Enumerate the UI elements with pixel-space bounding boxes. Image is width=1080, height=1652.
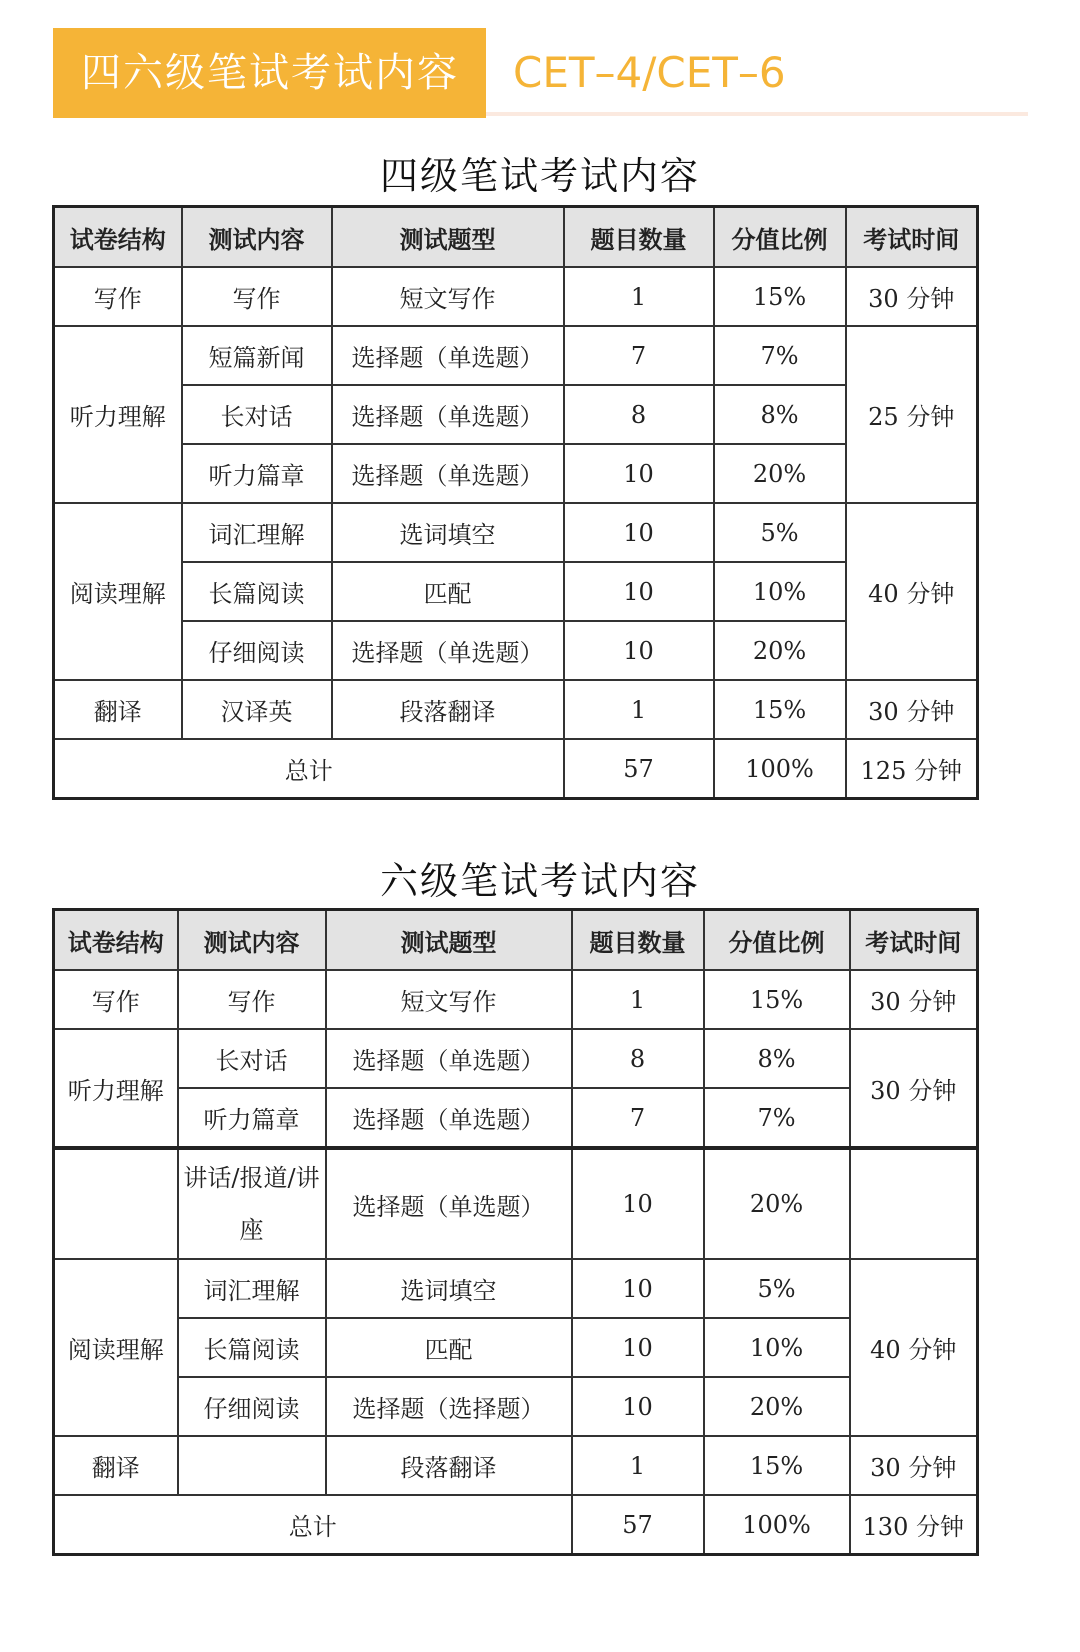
cell-content: 长篇阅读	[178, 1318, 326, 1377]
cell-count: 8	[564, 385, 714, 444]
cell-content	[178, 1436, 326, 1495]
cell-time: 40 分钟	[850, 1259, 978, 1436]
cell-section: 阅读理解	[54, 1259, 178, 1436]
cell-section	[54, 1148, 178, 1259]
cell-type: 选择题（单选题）	[326, 1088, 572, 1148]
table-row	[54, 444, 978, 503]
cell-type: 短文写作	[326, 970, 572, 1029]
cell-ratio: 20%	[714, 621, 846, 680]
cell-count: 1	[572, 970, 704, 1029]
table-header-row	[54, 910, 978, 971]
table-row	[54, 326, 978, 385]
cell-content: 写作	[178, 970, 326, 1029]
cell-content: 长对话	[178, 1029, 326, 1088]
table-row	[54, 970, 978, 1029]
cell-count: 1	[564, 680, 714, 739]
table-row	[54, 267, 978, 326]
cell-type: 选择题（单选题）	[326, 1029, 572, 1088]
cell-count: 8	[572, 1029, 704, 1088]
table-row	[54, 1029, 978, 1088]
table-row	[54, 1088, 978, 1148]
cell-section: 写作	[54, 267, 182, 326]
cell-type: 选词填空	[326, 1259, 572, 1318]
column-header: 考试时间	[850, 910, 978, 971]
cell-count: 1	[564, 267, 714, 326]
table-row	[54, 562, 978, 621]
cell-content: 仔细阅读	[182, 621, 332, 680]
total-time: 125 分钟	[846, 739, 978, 799]
cell-ratio: 8%	[714, 385, 846, 444]
cet6-title: 六级笔试考试内容	[379, 859, 700, 903]
cell-time: 30 分钟	[850, 1029, 978, 1148]
table-row	[54, 1318, 978, 1377]
total-row	[54, 739, 978, 799]
cell-content: 长篇阅读	[182, 562, 332, 621]
cell-count: 10	[572, 1377, 704, 1436]
column-header: 试卷结构	[54, 207, 182, 268]
cell-count: 7	[572, 1088, 704, 1148]
table-row	[54, 680, 978, 739]
cell-ratio: 10%	[714, 562, 846, 621]
cell-ratio: 15%	[704, 1436, 850, 1495]
column-header: 测试题型	[326, 910, 572, 971]
column-header: 测试题型	[332, 207, 564, 268]
cet4-table	[52, 205, 979, 800]
cell-count: 10	[572, 1148, 704, 1259]
cell-type: 匹配	[332, 562, 564, 621]
cell-time: 30 分钟	[846, 267, 978, 326]
cell-count: 10	[572, 1318, 704, 1377]
column-header: 分值比例	[704, 910, 850, 971]
cell-content: 讲话/报道/讲座	[178, 1148, 326, 1259]
cell-type: 选词填空	[332, 503, 564, 562]
cell-content: 写作	[182, 267, 332, 326]
column-header: 分值比例	[714, 207, 846, 268]
cell-time: 30 分钟	[846, 680, 978, 739]
table-row	[54, 503, 978, 562]
cet4-title: 四级笔试考试内容	[379, 154, 700, 198]
cet6-table	[52, 908, 979, 1556]
total-label: 总计	[54, 1495, 572, 1555]
total-row	[54, 1495, 978, 1555]
column-header: 考试时间	[846, 207, 978, 268]
header-english: CET–4/CET–6	[513, 48, 786, 97]
table-row	[54, 1377, 978, 1436]
cell-ratio: 15%	[704, 970, 850, 1029]
cell-ratio: 20%	[714, 444, 846, 503]
cell-ratio: 15%	[714, 680, 846, 739]
column-header: 测试内容	[182, 207, 332, 268]
total-ratio: 100%	[714, 739, 846, 799]
cell-count: 10	[564, 503, 714, 562]
cell-type: 段落翻译	[332, 680, 564, 739]
total-ratio: 100%	[704, 1495, 850, 1555]
cell-section: 翻译	[54, 680, 182, 739]
cell-content: 听力篇章	[182, 444, 332, 503]
cell-ratio: 7%	[714, 326, 846, 385]
total-count: 57	[572, 1495, 704, 1555]
table-row	[54, 1436, 978, 1495]
column-header: 题目数量	[572, 910, 704, 971]
cell-ratio: 5%	[704, 1259, 850, 1318]
cell-content: 仔细阅读	[178, 1377, 326, 1436]
cell-count: 10	[564, 562, 714, 621]
column-header: 试卷结构	[54, 910, 178, 971]
cell-section: 听力理解	[54, 1029, 178, 1148]
cell-time: 25 分钟	[846, 326, 978, 503]
cell-content: 短篇新闻	[182, 326, 332, 385]
cell-count: 1	[572, 1436, 704, 1495]
column-header: 题目数量	[564, 207, 714, 268]
cell-ratio: 8%	[704, 1029, 850, 1088]
cell-section: 听力理解	[54, 326, 182, 503]
cell-time: 30 分钟	[850, 970, 978, 1029]
cell-content: 汉译英	[182, 680, 332, 739]
column-header: 测试内容	[178, 910, 326, 971]
total-count: 57	[564, 739, 714, 799]
cell-type: 匹配	[326, 1318, 572, 1377]
cell-time: 30 分钟	[850, 1436, 978, 1495]
cell-section: 写作	[54, 970, 178, 1029]
cell-ratio: 15%	[714, 267, 846, 326]
cell-count: 10	[564, 444, 714, 503]
cell-type: 选择题（单选题）	[332, 621, 564, 680]
table-row	[54, 1148, 978, 1259]
cell-content: 长对话	[182, 385, 332, 444]
table-header-row	[54, 207, 978, 268]
cell-time: 40 分钟	[846, 503, 978, 680]
cell-type: 段落翻译	[326, 1436, 572, 1495]
cell-content: 听力篇章	[178, 1088, 326, 1148]
cell-count: 7	[564, 326, 714, 385]
cell-section: 阅读理解	[54, 503, 182, 680]
cell-ratio: 10%	[704, 1318, 850, 1377]
cell-count: 10	[564, 621, 714, 680]
table-row	[54, 1259, 978, 1318]
cell-type: 选择题（单选题）	[332, 444, 564, 503]
cell-type: 选择题（单选题）	[332, 385, 564, 444]
cell-count: 10	[572, 1259, 704, 1318]
cell-type: 选择题（选择题）	[326, 1377, 572, 1436]
cell-ratio: 20%	[704, 1148, 850, 1259]
cell-ratio: 7%	[704, 1088, 850, 1148]
total-label: 总计	[54, 739, 564, 799]
header-tag: 四六级笔试考试内容	[53, 28, 486, 118]
cell-ratio: 5%	[714, 503, 846, 562]
cell-section: 翻译	[54, 1436, 178, 1495]
header-divider	[486, 112, 1028, 116]
cell-type: 选择题（单选题）	[332, 326, 564, 385]
total-time: 130 分钟	[850, 1495, 978, 1555]
cell-time	[850, 1148, 978, 1259]
cell-type: 短文写作	[332, 267, 564, 326]
section-header	[53, 28, 1028, 118]
cell-content: 词汇理解	[182, 503, 332, 562]
table-row	[54, 385, 978, 444]
cell-ratio: 20%	[704, 1377, 850, 1436]
cell-type: 选择题（单选题）	[326, 1148, 572, 1259]
table-row	[54, 621, 978, 680]
cell-content: 词汇理解	[178, 1259, 326, 1318]
